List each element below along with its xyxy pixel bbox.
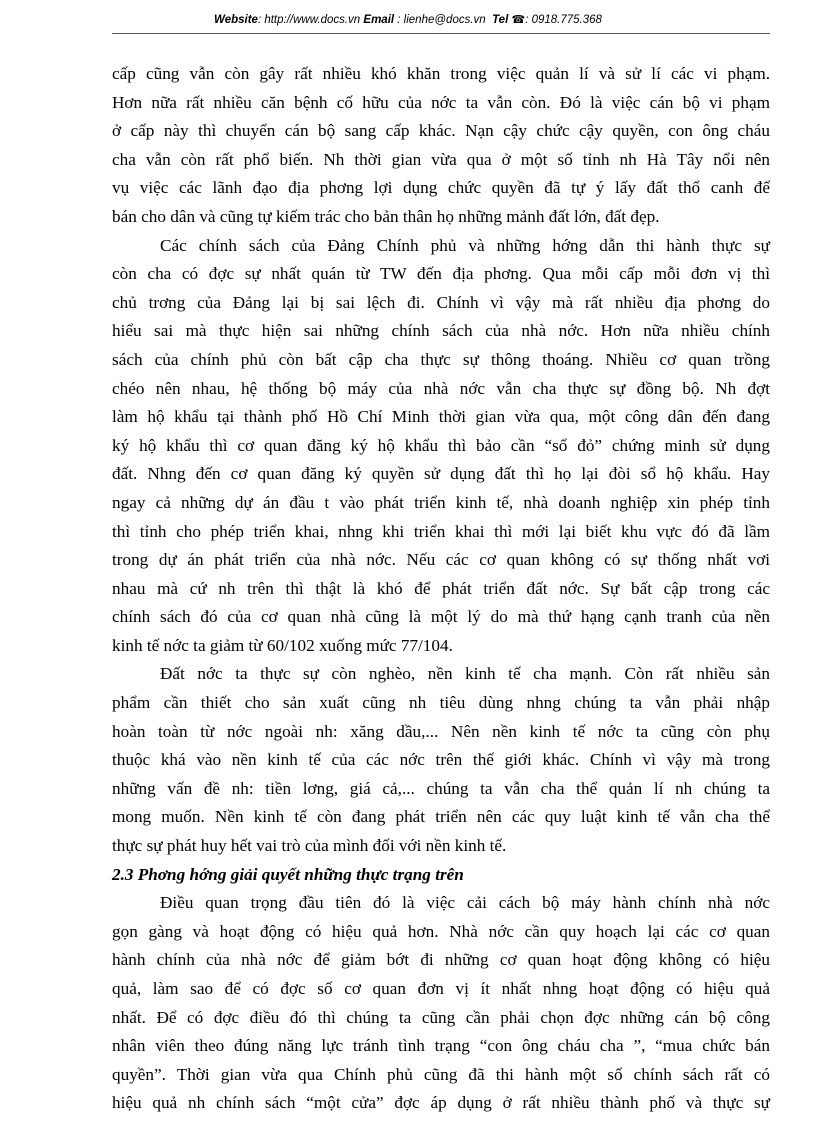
- email-value: : lienhe@docs.vn: [394, 14, 486, 26]
- text-line: ngay cả những dự án đầu t vào phát triển kinh tế, nhà doanh nghiệp xin phép tỉnh: [112, 492, 770, 512]
- text-line: chính sách đó của cơ quan nhà cũng là một lý do mà thứ hạng cạnh tranh của nền: [112, 607, 770, 627]
- text-line: hiểu sai mà thực hiện sai những chính sách của nhà nớc. Hơn nữa nhiều chính: [112, 321, 770, 341]
- text-line: thuộc khá vào nền kinh tế của các nớc trên thế giới khác. Chính vì vậy mà trong: [112, 750, 770, 770]
- text-line: Điều quan trọng đầu tiên đó là việc cải cách bộ máy hành chính nhà nớc: [160, 893, 770, 913]
- text-line: Đất nớc ta thực sự còn nghèo, nền kinh tế cha mạnh. Còn rất nhiều sản: [160, 664, 770, 684]
- text-line: ký hộ khẩu thì cơ quan đăng ký hộ khẩu thì bảo cần “sổ đỏ” chứng minh sử dụng: [112, 435, 770, 455]
- text-line: bán cho dân và cũng tự kiếm trác cho bản thân họ những mảnh đất lớn, đất đẹp.: [112, 206, 660, 226]
- text-line: còn cha có đợc sự nhất quán từ TW đến địa phơng. Qua mỗi cấp mỗi đơn vị thì: [112, 264, 770, 284]
- text-line: phẩm cần thiết cho sản xuất cũng nh tiêu dùng nhng chúng ta vẫn phải nhập: [112, 693, 770, 713]
- text-line: quả, làm sao để có đợc số cơ quan đơn vị ít nhất nhng hoạt động có hiệu quả: [112, 979, 770, 998]
- phone-icon: ☎: [511, 14, 526, 26]
- text-line: hiệu quả nh chính sách “một cửa” đợc áp dụng ở rất nhiều thành phố và thực sự: [112, 1093, 770, 1113]
- text-line: Các chính sách của Đảng Chính phủ và những hớng dẫn thi hành thực sự: [160, 235, 770, 255]
- text-line: chủ trơng của Đảng lại bị sai lệch đi. Chính vì vậy mà rất nhiều địa phơng do: [112, 292, 770, 312]
- text-line: nhau mà cứ nh trên thì thật là khó để phát triển đất nớc. Sự bất cập trong các: [112, 578, 770, 598]
- text-line: đất. Nhng đến cơ quan đăng ký quyền sử dụng đất thì họ lại đòi sổ hộ khẩu. Hay: [112, 464, 770, 484]
- text-line: mong muốn. Nền kinh tế còn đang phát triển nên các quy luật kinh tế vẫn cha thể: [112, 807, 770, 827]
- website-value: : http://www.docs.vn: [257, 14, 361, 26]
- text-line: những vấn đề nh: tiền lơng, giá cả,... chúng ta vẫn cha thể quản lí nh chúng ta: [112, 778, 770, 798]
- text-line: hành chính của nhà nớc để giảm bớt đi những cơ quan hoạt động không có hiệu: [112, 950, 770, 970]
- page-header: [0, 13, 816, 26]
- text-line: cha vẫn còn rất phổ biến. Nh thời gian vừa qua ở một số tỉnh nh Hà Tây nổi nên: [112, 149, 770, 169]
- tel-value: : 0918.775.368: [525, 14, 602, 26]
- document-body: [112, 60, 770, 1118]
- text-line: thực sự phát huy hết vai trò của mình đối với nền kinh tế.: [112, 836, 507, 856]
- email-label: Email: [363, 14, 395, 26]
- text-line: chéo nên nhau, hệ thống bộ máy của nhà nớc vẫn cha thực sự đồng bộ. Nh đợt: [112, 378, 770, 398]
- section-heading: 2.3 Phơng hớng giải quyết những thực trạng trên: [112, 864, 464, 884]
- text-line: trong dự án phát triển của nhà nớc. Nếu các cơ quan không có sự thống nhất vơi: [112, 550, 770, 570]
- tel-label: Tel: [492, 14, 509, 26]
- text-line: vụ việc các lãnh đạo địa phơng lợi dụng chức quyền đã tự ý lấy đất thổ canh để: [112, 178, 770, 198]
- text-line: gọn gàng và hoạt động có hiệu quả hơn. Nhà nớc cần quy hoạch lại các cơ quan: [112, 921, 770, 941]
- text-line: kinh tế nớc ta giảm từ 60/102 xuống mức 77/104.: [112, 635, 453, 655]
- text-line: cấp cũng vẫn còn gây rất nhiều khó khăn trong việc quản lí và sử lí các vi phạm.: [112, 64, 770, 83]
- text-line: quyền”. Thời gian vừa qua Chính phủ cũng đã thi hành một số chính sách rất có: [112, 1064, 770, 1084]
- text-line: làm hộ khẩu tại thành phố Hồ Chí Minh thời gian vừa qua, một công dân đến đang: [112, 407, 770, 427]
- text-line: hoàn toàn từ nớc ngoài nh: xăng dầu,... Nên nền kinh tế nớc ta cũng còn phụ: [112, 721, 770, 741]
- text-line: ở cấp này thì chuyển cán bộ sang cấp khác. Nạn cậy chức cậy quyền, con ông cháu: [112, 121, 770, 141]
- text-line: sách của chính phủ còn bất cập cha thực sự thông thoáng. Nhiều cơ quan trồng: [112, 349, 770, 369]
- text-line: nhất. Để có đợc điều đó thì chúng ta cũng cần phải chọn đợc những cán bộ công: [112, 1007, 770, 1027]
- header-divider: [112, 33, 770, 34]
- text-line: Hơn nữa rất nhiều căn bệnh cố hữu của nớc ta vẫn còn. Đó là việc cán bộ vi phạm: [112, 92, 770, 112]
- text-line: nhân viên theo đúng năng lực tránh tình trạng “con ông cháu cha ”, “mua chức bán: [112, 1036, 770, 1056]
- website-label: Website: [214, 14, 258, 26]
- text-line: thì tỉnh cho phép triển khai, nhng khi triển khai thì mới lại biết khu vực đó đã lầm: [112, 521, 770, 541]
